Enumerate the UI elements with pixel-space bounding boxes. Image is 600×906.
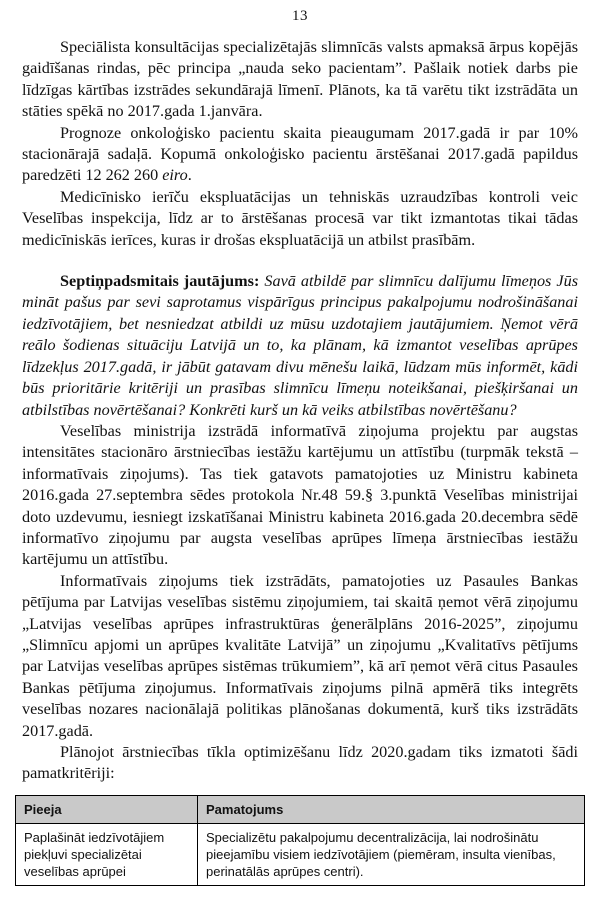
paragraph-informativais-zinojums: Informatīvais ziņojums tiek izstrādāts, pamatojoties uz Pasaules Bankas pētījuma par Latvijas veselības sistēmu ziņojumiem, tai skaitā ņemot vērā ziņojumu „Latvijas veselības aprūpes infrastruktūras ģenerālplāns 2016-2025”, ziņojumu „Slimnīcu apjomi un aprūpes kvalitāte Latvijā” un ziņojumu „Kvalitatīvs pētījums par Latvijas veselības aprūpes sistēmas trūkumiem”, kā arī ņemot vērā citus Pasaules Bankas pētījuma ziņojumus. Informatīvais ziņojums pilnā apmērā tiks integrēts veselības nozares nacionālajā politikas plānošanas dokumentā, kurš tiks izstrādāts 2017.gadā. — [22, 571, 578, 740]
table-header-pamatojums: Pamatojums — [198, 795, 585, 823]
document-body — [0, 25, 600, 785]
paragraph-planojot-arstniecibas: Plānojot ārstniecības tīkla optimizēšanu līdz 2020.gadam tiks izmatoti šādi pamatkritēriji: — [22, 743, 578, 783]
paragraph-text: Prognoze onkoloģisko pacientu skaita pieaugumam 2017.gadā ir par 10% stacionārajā sadaļā. Kopumā onkoloģisko pacientu ārstēšanai 2017.gadā papildus paredzēti 12 262 260 — [22, 123, 578, 185]
paragraph-text: . — [187, 166, 192, 185]
table-header-pieeja: Pieeja — [16, 795, 198, 823]
criteria-table — [15, 795, 585, 886]
criteria-table-body — [16, 823, 585, 885]
paragraph-specialista-konsultacijas: Speciālista konsultācijas specializētajās slimnīcās valsts apmaksā ārpus kopējās gaidīšanas rindas, pēc principa „nauda seko pacientam”. Pašlaik notiek darbs pie līdzīgas kārtības izstrādes sekundārajā līmenī. Plānots, ka tā varētu tikt izstrādāta un stāties spēkā no 2017.gada 1.janvāra. — [22, 38, 578, 121]
table-cell-pieeja: Paplašināt iedzīvotājiem piekļuvi specializētai veselības aprūpei — [16, 823, 198, 885]
italic-word-eiro: eiro — [162, 166, 188, 185]
question-heading: Septiņpadsmitais jautājums: — [60, 272, 260, 291]
paragraph-mediciniskie-ierici: Medicīnisko ierīču ekspluatācijas un tehniskās uzraudzības kontroli veic Veselības inspekcija, līdz ar to ārstēšanas procesā var tikt izmantotas tikai tādas medicīniskās ierīces, kuras ir drošas ekspluatācijā un atbilst prasībām. — [22, 187, 578, 249]
criteria-table-header — [16, 795, 585, 823]
table-header-row — [16, 795, 585, 823]
table-row — [16, 823, 585, 885]
table-cell-pamatojums: Specializētu pakalpojumu decentralizācija, lai nodrošinātu pieejamību visiem iedzīvotājiem (piemēram, insulta vienības, perinatālās aprūpes centri). — [198, 823, 585, 885]
paragraph-prognoze-onkologisko — [22, 123, 578, 187]
paragraph-veselibas-ministrija: Veselības ministrija izstrādā informatīvā ziņojuma projektu par augstas intensitātes stacionāro ārstniecības iestāžu kartējumu un attīstību (turpmāk tekstā – informatīvais ziņojums). Tas tiek gatavots pamatojoties uz Ministru kabineta 2016.gada 27.septembra sēdes protokola Nr.48 59.§ 3.punktā Veselības ministrijai doto uzdevumu, iesniegt izskatīšanai Ministru kabineta 2016.gada 20.decembra sēdē informatīvo ziņojumu par augsta veselības aprūpes līmeņa ārstniecības iestāžu kartējumu un attīstību. — [22, 421, 578, 569]
question-text: Savā atbildē par slimnīcu dalījumu līmeņos Jūs mināt pašus par sevi saprotamus vispārīgus principus pakalpojumu nodrošināšanai iedzīvotājiem, bet nesniedzat atbildi uz mūsu uzdotajiem jautājumiem. Ņemot vērā reālo šodienas situāciju Latvijā un to, ka plānam, kā izmantot veselības aprūpes līdzekļus 2017.gadā, ir jābūt gatavam divu mēnešu laikā, lūdzam mūs informēt, kādi būs prioritārie kritēriji un prasības slimnīcu līmeņu noteikšanai, piešķiršanai un atbilstības novērtēšanai? Konkrēti kurš un kā veiks atbilstības novērtēšanu? — [22, 272, 578, 419]
paragraph-septinpadsmitais-jautajums — [22, 271, 578, 421]
page-number: 13 — [292, 8, 308, 24]
